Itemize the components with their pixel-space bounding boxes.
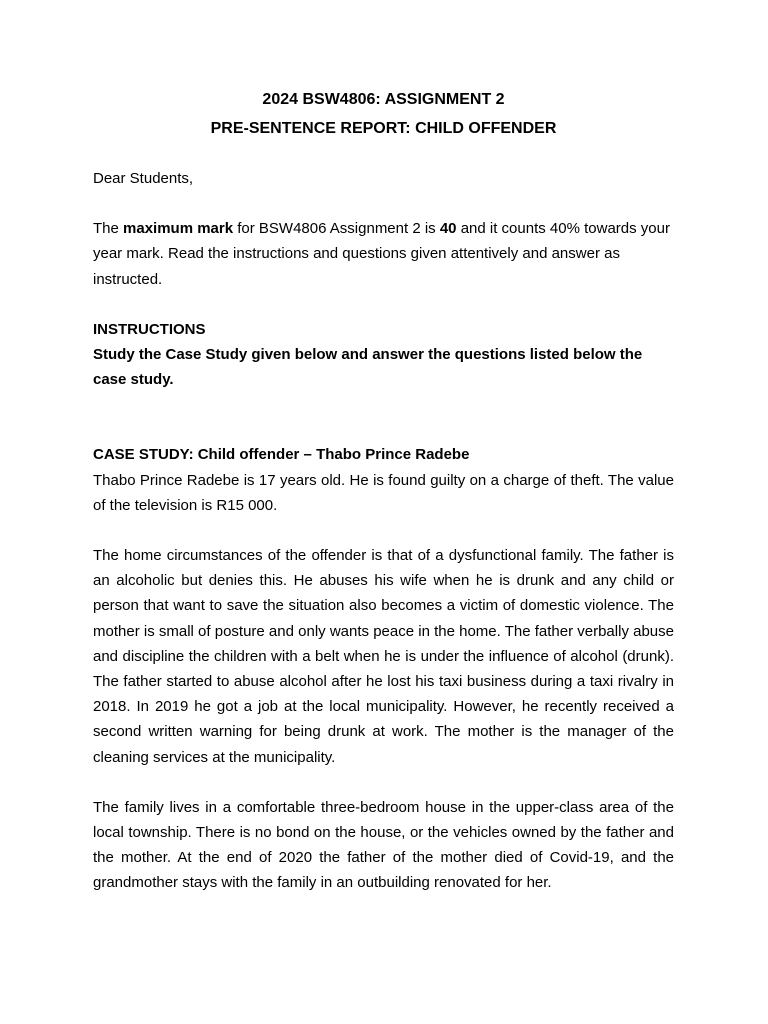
spacer <box>93 392 674 442</box>
salutation: Dear Students, <box>93 170 194 187</box>
document-page <box>93 85 674 896</box>
spacer <box>93 770 674 795</box>
intro-bold-forty: 40 <box>439 220 457 238</box>
spacer <box>93 143 674 166</box>
document-title: 2024 BSW4806: ASSIGNMENT 2 <box>262 91 505 108</box>
instructions-text: Study the Case Study given below and answer the questions listed below the case study. <box>93 346 643 389</box>
instructions-heading: INSTRUCTIONS <box>93 320 206 338</box>
intro-text-3: and it counts 40% towards your year mark. Read the instructions and questions given attentively and answer as instructed. <box>93 220 670 288</box>
case-paragraph-3: The family lives in a comfortable three-bedroom house in the upper-class area of the local township. There is no bond on the house, or the vehicles owned by the father and the mother. At the end of 2020 the father of the mother died of Covid-19, and the grandmother stays with the family in an outbuilding renovated for her. <box>93 798 674 892</box>
intro-paragraph <box>93 216 674 292</box>
intro-bold-max-mark: maximum mark <box>123 220 234 238</box>
document-subtitle: PRE-SENTENCE REPORT: CHILD OFFENDER <box>210 120 557 137</box>
spacer <box>93 518 674 543</box>
intro-text-1: The <box>93 220 124 238</box>
spacer <box>93 292 674 317</box>
case-study-heading: CASE STUDY: Child offender – Thabo Prince Radebe <box>93 446 470 464</box>
case-paragraph-2: The home circumstances of the offender is that of a dysfunctional family. The father is an alcoholic but denies this. He abuses his wife when he is drunk and any child or person that want to save the situation also becomes a victim of domestic violence. The mother is small of posture and only wants peace in the home. The father verbally abuse and discipline the children with a belt when he is under the influence of alcohol (drunk). The father started to abuse alcohol after he lost his taxi business during a taxi rivalry in 2018. In 2019 he got a job at the local municipality. However, he recently received a second written warning for being drunk at work. The mother is the manager of the cleaning services at the municipality. <box>93 547 674 766</box>
spacer <box>93 191 674 216</box>
intro-text-2: for BSW4806 Assignment 2 is <box>233 220 440 238</box>
case-paragraph-1: Thabo Prince Radebe is 17 years old. He is found guilty on a charge of theft. The value of the television is R15 000. <box>93 471 674 514</box>
